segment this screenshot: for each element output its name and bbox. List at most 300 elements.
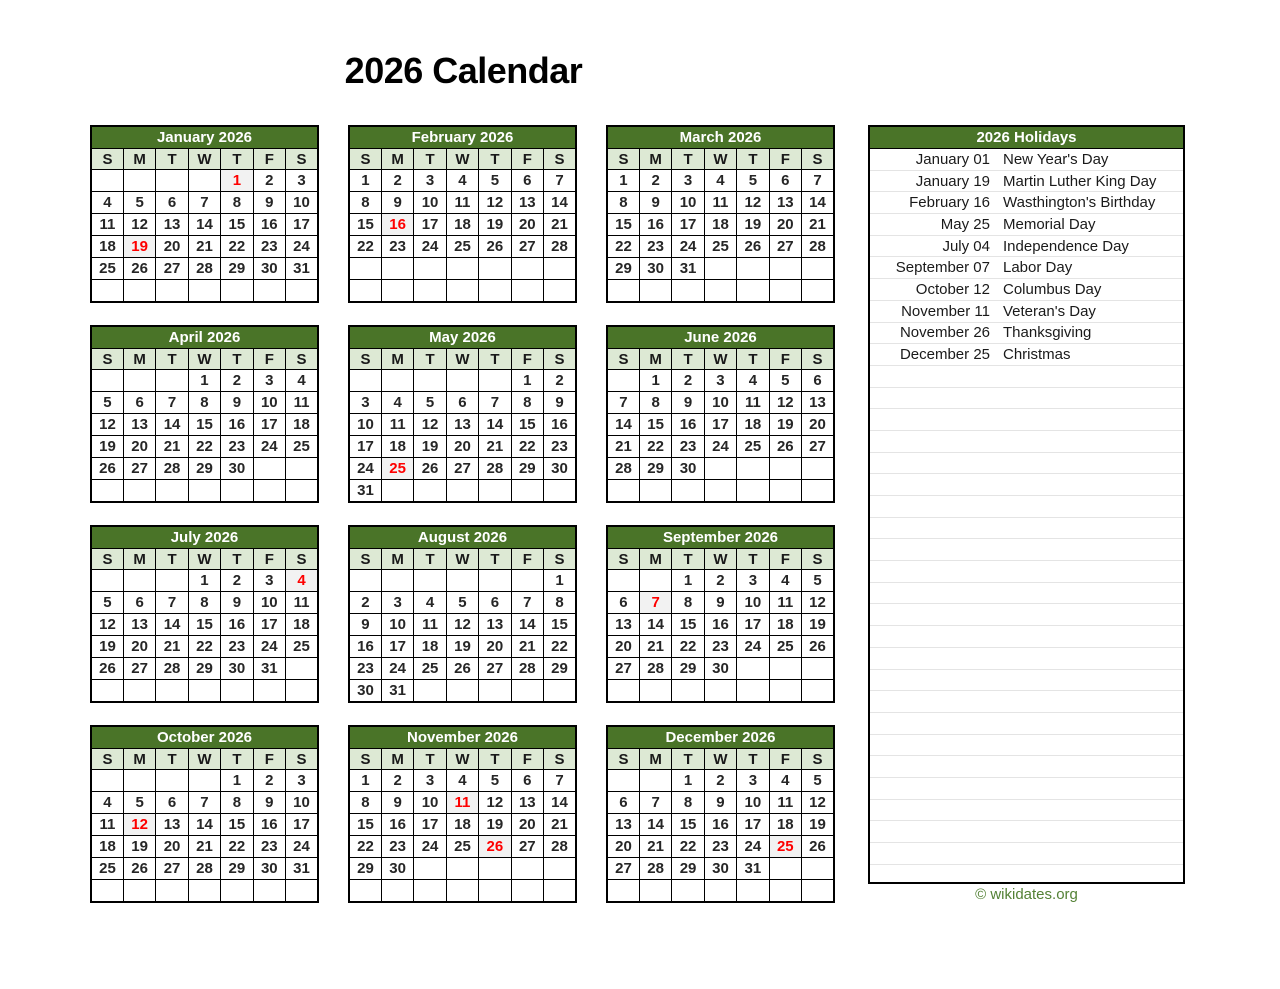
holiday-empty-row <box>870 800 1183 822</box>
weekday-header: F <box>769 749 801 770</box>
day-cell: 17 <box>253 414 285 436</box>
day-cell: 14 <box>156 614 188 636</box>
month-calendar-may-2026 <box>348 325 577 503</box>
holiday-name: Martin Luther King Day <box>1003 172 1157 190</box>
day-cell: 19 <box>123 836 155 858</box>
weekday-header: F <box>253 149 285 170</box>
day-cell <box>446 880 478 903</box>
day-cell: 1 <box>188 370 220 392</box>
day-cell: 6 <box>802 370 834 392</box>
day-cell: 3 <box>414 770 446 792</box>
day-cell: 16 <box>221 614 253 636</box>
day-cell: 23 <box>349 658 381 680</box>
day-cell: 2 <box>221 570 253 592</box>
day-cell: 29 <box>349 858 381 880</box>
day-cell: 27 <box>607 658 639 680</box>
day-cell: 11 <box>737 392 769 414</box>
day-cell <box>156 770 188 792</box>
day-cell <box>156 170 188 192</box>
day-cell: 28 <box>156 658 188 680</box>
holiday-row <box>870 301 1183 323</box>
holiday-date: July 04 <box>942 237 990 255</box>
week-row <box>349 392 576 414</box>
weekday-header: M <box>381 149 413 170</box>
day-cell: 25 <box>91 858 123 880</box>
months-grid <box>90 125 835 903</box>
day-cell <box>479 570 511 592</box>
weekday-header: S <box>607 149 639 170</box>
day-cell: 22 <box>221 236 253 258</box>
day-cell: 26 <box>737 236 769 258</box>
weekday-header: M <box>639 349 671 370</box>
week-row <box>607 614 834 636</box>
day-cell: 18 <box>737 414 769 436</box>
day-cell: 18 <box>91 236 123 258</box>
holiday-day-cell: 25 <box>381 458 413 480</box>
month-title: March 2026 <box>607 126 834 149</box>
holiday-date: November 11 <box>901 302 990 320</box>
day-cell <box>414 280 446 303</box>
month-calendar-april-2026 <box>90 325 319 503</box>
weekday-header: W <box>446 149 478 170</box>
week-row <box>91 680 318 703</box>
day-cell: 6 <box>123 392 155 414</box>
holiday-row <box>870 323 1183 345</box>
day-cell <box>769 880 801 903</box>
day-cell: 15 <box>672 614 704 636</box>
week-row <box>607 592 834 614</box>
day-cell: 5 <box>479 770 511 792</box>
day-cell: 29 <box>672 858 704 880</box>
holiday-empty-row <box>870 626 1183 648</box>
holiday-empty-row <box>870 388 1183 410</box>
weekday-header: T <box>479 149 511 170</box>
day-cell <box>156 480 188 503</box>
week-row <box>349 458 576 480</box>
day-cell: 11 <box>91 214 123 236</box>
day-cell <box>511 858 543 880</box>
week-row <box>91 236 318 258</box>
day-cell: 13 <box>511 792 543 814</box>
weekday-header: F <box>253 749 285 770</box>
day-cell: 18 <box>286 614 318 636</box>
day-cell <box>769 658 801 680</box>
day-cell: 11 <box>769 792 801 814</box>
wikidates-credit-link[interactable]: © wikidates.org <box>975 886 1078 903</box>
day-cell: 31 <box>737 858 769 880</box>
day-cell <box>123 570 155 592</box>
day-cell: 12 <box>91 614 123 636</box>
weekday-header: S <box>544 349 576 370</box>
day-cell: 18 <box>91 836 123 858</box>
weekday-header: M <box>381 349 413 370</box>
day-cell <box>544 280 576 303</box>
weekday-header: S <box>802 349 834 370</box>
weekday-header: S <box>802 149 834 170</box>
day-cell: 28 <box>802 236 834 258</box>
day-cell: 26 <box>91 458 123 480</box>
day-cell: 8 <box>221 792 253 814</box>
day-cell: 30 <box>221 458 253 480</box>
day-cell: 2 <box>253 170 285 192</box>
day-cell <box>91 770 123 792</box>
day-cell: 12 <box>414 414 446 436</box>
week-row <box>91 858 318 880</box>
week-row <box>607 370 834 392</box>
day-cell <box>286 680 318 703</box>
day-cell: 26 <box>802 836 834 858</box>
week-row <box>349 258 576 280</box>
week-row <box>607 570 834 592</box>
day-cell <box>511 258 543 280</box>
day-cell: 30 <box>704 858 736 880</box>
weekday-header: S <box>349 349 381 370</box>
day-cell <box>349 258 381 280</box>
day-cell: 8 <box>639 392 671 414</box>
day-cell: 14 <box>802 192 834 214</box>
day-cell: 20 <box>511 814 543 836</box>
day-cell <box>221 880 253 903</box>
day-cell: 11 <box>91 814 123 836</box>
day-cell: 28 <box>188 258 220 280</box>
weekday-header: T <box>737 549 769 570</box>
day-cell <box>349 370 381 392</box>
day-cell: 5 <box>414 392 446 414</box>
day-cell: 20 <box>607 836 639 858</box>
day-cell <box>381 570 413 592</box>
day-cell <box>123 170 155 192</box>
weekday-header: T <box>221 549 253 570</box>
weekday-header: S <box>802 549 834 570</box>
day-cell <box>286 280 318 303</box>
day-cell: 20 <box>607 636 639 658</box>
day-cell: 2 <box>221 370 253 392</box>
day-cell <box>286 458 318 480</box>
day-cell: 28 <box>639 658 671 680</box>
day-cell: 26 <box>769 436 801 458</box>
week-row <box>607 836 834 858</box>
holiday-name: Veteran's Day <box>1003 302 1096 320</box>
weekday-header: F <box>511 349 543 370</box>
day-cell: 7 <box>188 792 220 814</box>
day-cell: 9 <box>349 614 381 636</box>
weekday-header: M <box>123 149 155 170</box>
day-cell: 12 <box>479 792 511 814</box>
holiday-day-cell: 26 <box>479 836 511 858</box>
month-title: May 2026 <box>349 326 576 349</box>
holiday-date: January 19 <box>915 172 990 190</box>
week-row <box>607 192 834 214</box>
day-cell: 13 <box>156 814 188 836</box>
day-cell: 16 <box>349 636 381 658</box>
day-cell: 2 <box>639 170 671 192</box>
day-cell: 23 <box>639 236 671 258</box>
day-cell <box>286 480 318 503</box>
day-cell: 22 <box>607 236 639 258</box>
holiday-date: May 25 <box>940 215 990 233</box>
weekday-header: F <box>769 549 801 570</box>
day-cell: 3 <box>381 592 413 614</box>
weekday-header: F <box>769 149 801 170</box>
day-cell: 27 <box>511 836 543 858</box>
holiday-empty-row <box>870 865 1183 884</box>
day-cell <box>221 680 253 703</box>
day-cell: 20 <box>123 436 155 458</box>
day-cell: 30 <box>221 658 253 680</box>
day-cell: 22 <box>672 836 704 858</box>
day-cell: 23 <box>704 836 736 858</box>
day-cell <box>544 480 576 503</box>
day-cell <box>188 480 220 503</box>
day-cell <box>737 480 769 503</box>
day-cell: 19 <box>446 636 478 658</box>
day-cell: 9 <box>704 792 736 814</box>
day-cell: 21 <box>544 814 576 836</box>
week-row <box>91 636 318 658</box>
weekday-header: S <box>802 749 834 770</box>
holiday-row <box>870 257 1183 279</box>
day-cell <box>639 280 671 303</box>
day-cell <box>704 680 736 703</box>
day-cell <box>414 258 446 280</box>
day-cell <box>802 258 834 280</box>
day-cell: 22 <box>221 836 253 858</box>
day-cell <box>802 858 834 880</box>
day-cell <box>349 880 381 903</box>
day-cell: 3 <box>704 370 736 392</box>
day-cell: 27 <box>769 236 801 258</box>
day-cell: 13 <box>123 414 155 436</box>
day-cell: 23 <box>221 436 253 458</box>
week-row <box>607 680 834 703</box>
week-row <box>349 770 576 792</box>
day-cell <box>769 458 801 480</box>
day-cell <box>253 280 285 303</box>
week-row <box>91 170 318 192</box>
week-row <box>91 192 318 214</box>
day-cell: 16 <box>253 814 285 836</box>
day-cell: 21 <box>511 636 543 658</box>
day-cell: 1 <box>349 170 381 192</box>
holidays-list <box>870 149 1183 884</box>
day-cell: 27 <box>802 436 834 458</box>
day-cell <box>123 370 155 392</box>
day-cell <box>123 680 155 703</box>
week-row <box>349 814 576 836</box>
week-row <box>349 592 576 614</box>
weekday-header: W <box>446 549 478 570</box>
weekday-header: T <box>156 149 188 170</box>
weekday-header: F <box>253 549 285 570</box>
day-cell <box>188 680 220 703</box>
day-cell <box>156 370 188 392</box>
day-cell: 11 <box>414 614 446 636</box>
day-cell: 2 <box>704 570 736 592</box>
day-cell: 19 <box>479 214 511 236</box>
day-cell: 21 <box>188 236 220 258</box>
holiday-date: January 01 <box>915 150 990 168</box>
day-cell: 22 <box>188 436 220 458</box>
day-cell: 13 <box>607 814 639 836</box>
day-cell: 30 <box>639 258 671 280</box>
weekday-header: S <box>286 749 318 770</box>
holiday-empty-row <box>870 518 1183 540</box>
day-cell: 20 <box>123 636 155 658</box>
week-row <box>607 236 834 258</box>
month-title: June 2026 <box>607 326 834 349</box>
day-cell: 27 <box>123 458 155 480</box>
week-row <box>91 814 318 836</box>
day-cell: 18 <box>446 814 478 836</box>
day-cell: 30 <box>381 858 413 880</box>
month-title: July 2026 <box>91 526 318 549</box>
day-cell <box>639 880 671 903</box>
day-cell: 9 <box>253 792 285 814</box>
day-cell: 19 <box>479 814 511 836</box>
day-cell: 18 <box>704 214 736 236</box>
day-cell: 4 <box>769 570 801 592</box>
day-cell: 16 <box>544 414 576 436</box>
week-row <box>91 570 318 592</box>
day-cell <box>156 880 188 903</box>
day-cell: 3 <box>253 570 285 592</box>
week-row <box>607 658 834 680</box>
day-cell <box>704 880 736 903</box>
day-cell <box>381 258 413 280</box>
holiday-name: New Year's Day <box>1003 150 1109 168</box>
day-cell: 25 <box>286 436 318 458</box>
day-cell: 28 <box>188 858 220 880</box>
holiday-empty-row <box>870 409 1183 431</box>
day-cell: 7 <box>802 170 834 192</box>
weekday-header: M <box>123 749 155 770</box>
day-cell <box>769 280 801 303</box>
week-row <box>607 458 834 480</box>
day-cell: 21 <box>156 636 188 658</box>
week-row <box>91 280 318 303</box>
day-cell: 7 <box>544 170 576 192</box>
day-cell <box>737 458 769 480</box>
weekday-header: W <box>446 749 478 770</box>
day-cell: 5 <box>769 370 801 392</box>
day-cell: 7 <box>188 192 220 214</box>
day-cell: 9 <box>221 392 253 414</box>
day-cell: 22 <box>349 236 381 258</box>
day-cell <box>511 480 543 503</box>
day-cell: 31 <box>286 258 318 280</box>
holiday-name: Christmas <box>1003 346 1071 364</box>
day-cell: 25 <box>286 636 318 658</box>
day-cell: 19 <box>91 436 123 458</box>
day-cell: 17 <box>414 814 446 836</box>
day-cell: 24 <box>253 636 285 658</box>
holiday-empty-row <box>870 474 1183 496</box>
day-cell: 25 <box>446 836 478 858</box>
holiday-day-cell: 16 <box>381 214 413 236</box>
day-cell: 3 <box>672 170 704 192</box>
day-cell: 11 <box>381 414 413 436</box>
page-title: 2026 Calendar <box>344 50 583 91</box>
week-row <box>349 236 576 258</box>
holiday-date: December 25 <box>899 346 990 364</box>
day-cell: 31 <box>286 858 318 880</box>
day-cell <box>737 880 769 903</box>
day-cell: 9 <box>639 192 671 214</box>
day-cell <box>91 680 123 703</box>
month-title: August 2026 <box>349 526 576 549</box>
day-cell: 27 <box>446 458 478 480</box>
holiday-row <box>870 214 1183 236</box>
day-cell: 6 <box>511 770 543 792</box>
day-cell <box>769 680 801 703</box>
day-cell: 28 <box>156 458 188 480</box>
month-title: September 2026 <box>607 526 834 549</box>
day-cell <box>511 680 543 703</box>
day-cell: 26 <box>414 458 446 480</box>
weekday-header: S <box>607 349 639 370</box>
day-cell: 30 <box>253 858 285 880</box>
day-cell: 23 <box>544 436 576 458</box>
day-cell <box>704 480 736 503</box>
day-cell: 20 <box>156 236 188 258</box>
day-cell: 13 <box>156 214 188 236</box>
holiday-day-cell: 19 <box>123 236 155 258</box>
day-cell: 28 <box>639 858 671 880</box>
day-cell: 8 <box>672 792 704 814</box>
day-cell <box>737 258 769 280</box>
week-row <box>349 280 576 303</box>
day-cell <box>802 280 834 303</box>
day-cell: 15 <box>188 414 220 436</box>
day-cell: 13 <box>607 614 639 636</box>
day-cell <box>479 280 511 303</box>
day-cell <box>607 370 639 392</box>
day-cell: 16 <box>672 414 704 436</box>
week-row <box>349 880 576 903</box>
weekday-header: F <box>253 349 285 370</box>
day-cell <box>446 680 478 703</box>
day-cell <box>769 258 801 280</box>
weekday-header: S <box>607 749 639 770</box>
day-cell: 4 <box>737 370 769 392</box>
day-cell <box>479 258 511 280</box>
holiday-day-cell: 1 <box>221 170 253 192</box>
day-cell: 16 <box>221 414 253 436</box>
day-cell: 17 <box>737 814 769 836</box>
weekday-header: M <box>381 549 413 570</box>
day-cell: 18 <box>769 814 801 836</box>
day-cell: 20 <box>479 636 511 658</box>
weekday-header: T <box>221 149 253 170</box>
day-cell: 24 <box>349 458 381 480</box>
day-cell: 2 <box>349 592 381 614</box>
day-cell: 13 <box>802 392 834 414</box>
day-cell: 12 <box>91 414 123 436</box>
day-cell: 14 <box>544 792 576 814</box>
day-cell <box>672 880 704 903</box>
day-cell <box>704 280 736 303</box>
week-row <box>91 880 318 903</box>
day-cell: 7 <box>511 592 543 614</box>
weekday-header: S <box>286 149 318 170</box>
week-row <box>607 480 834 503</box>
week-row <box>607 814 834 836</box>
day-cell <box>544 680 576 703</box>
day-cell: 28 <box>479 458 511 480</box>
day-cell: 3 <box>286 170 318 192</box>
holiday-name: Labor Day <box>1003 259 1073 277</box>
holiday-day-cell: 11 <box>446 792 478 814</box>
